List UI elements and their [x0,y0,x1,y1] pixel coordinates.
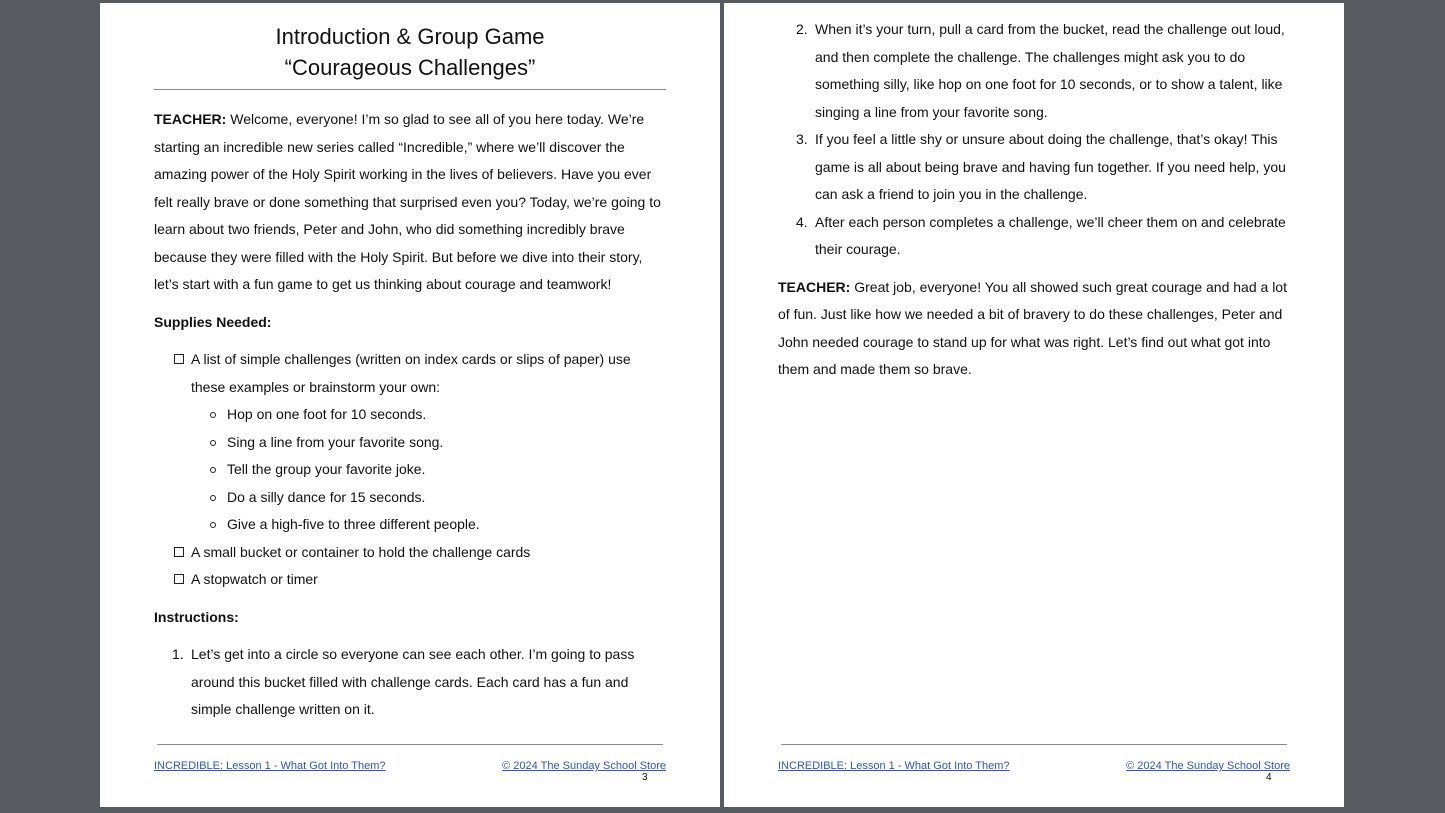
circle-bullet-icon [210,440,216,446]
intro-text: Welcome, everyone! I’m so glad to see all of you here today. We’re starting an incredible new series called “Incredible,” where we’ll discover the amazing power of the Holy Spirit working in the lives of believers. Have you ever felt really brave or done something that surprised even you? Today, we’re going to learn about two friends, Peter and John, who did something incredibly brave because they were filled with the Holy Spirit. But before we dive into their story, let’s start with a fun game to get us thinking about courage and teamwork! [154,111,661,292]
title-divider [154,89,666,90]
examples-list [191,401,666,539]
step-text: When it’s your turn, pull a card from the bucket, read the challenge out loud, and then complete the challenge. The challenges might ask you to do something silly, like hop on one foot for 10 seconds, or to show a talent, like singing a line from your favorite song. [815,21,1285,120]
circle-bullet-icon [210,522,216,528]
instruction-step [154,641,666,724]
supply-item [154,346,666,539]
example-item [191,429,666,457]
instructions-heading: Instructions: [154,608,239,625]
page-3-content [154,3,666,724]
step-number: 3. [796,131,808,147]
supply-text: A small bucket or container to hold the challenge cards [191,543,531,560]
checkbox-icon [174,574,184,584]
example-text: Hop on one foot for 10 seconds. [227,406,427,422]
example-text: Give a high-five to three different people. [227,516,480,532]
checkbox-icon [174,354,184,364]
step-number: 4. [796,213,808,230]
instruction-step [778,126,1290,209]
title-line-1: Introduction & Group Game [275,24,545,49]
copyright-link[interactable]: © 2024 The Sunday School Store [1126,760,1290,772]
circle-bullet-icon [210,412,216,418]
example-item [191,484,666,512]
page-number: 3 [642,772,648,783]
page-3 [100,3,720,807]
footer-divider [781,744,1287,745]
checkbox-icon [174,547,184,557]
instruction-step [778,209,1290,264]
supply-text: A stopwatch or timer [191,571,318,587]
footer-divider [157,744,663,745]
page-number: 4 [1266,772,1272,783]
circle-bullet-icon [210,495,216,501]
intro-paragraph [154,106,666,299]
lesson-link[interactable]: INCREDIBLE: Lesson 1 - What Got Into Them? [154,760,386,772]
instruction-step [778,16,1290,126]
example-item [191,401,666,429]
teacher-label: TEACHER: [778,278,851,295]
supply-text: A list of simple challenges (written on index cards or slips of paper) use these examples or brainstorm your own: [191,351,631,395]
example-item [191,456,666,484]
step-text: If you feel a little shy or unsure about doing the challenge, that’s okay! This game is all about being brave and having fun together. If you need help, you can ask a friend to join you in the challenge. [815,131,1286,202]
page-title [154,21,666,83]
closing-paragraph [778,274,1290,384]
closing-text: Great job, everyone! You all showed such great courage and had a lot of fun. Just like how we needed a bit of bravery to do these challenges, Peter and John needed courage to stand up for what was right. Let’s find out what got into them and made them so brave. [778,278,1287,377]
example-item [191,511,666,539]
copyright-link[interactable]: © 2024 The Sunday School Store [502,760,666,772]
supplies-list [154,346,666,594]
step-number: 2. [796,21,808,37]
supplies-heading: Supplies Needed: [154,313,272,330]
example-text: Sing a line from your favorite song. [227,433,444,450]
step-text: After each person completes a challenge, we’ll cheer them on and celebrate their courage. [815,213,1286,257]
supply-item [154,539,666,567]
step-text: Let’s get into a circle so everyone can see each other. I’m going to pass around this bucket filled with challenge cards. Each card has a fun and simple challenge written on it. [191,646,635,717]
page-4-content [778,3,1290,384]
step-number: 1. [172,646,184,662]
example-text: Tell the group your favorite joke. [227,461,426,477]
title-line-2: “Courageous Challenges” [284,55,536,80]
page-4 [724,3,1344,807]
instructions-list [154,641,666,724]
example-text: Do a silly dance for 15 seconds. [227,488,426,505]
lesson-link[interactable]: INCREDIBLE: Lesson 1 - What Got Into Them? [778,760,1010,772]
instructions-list-continued [778,16,1290,264]
circle-bullet-icon [210,467,216,473]
supply-item [154,566,666,594]
teacher-label: TEACHER: [154,111,227,127]
